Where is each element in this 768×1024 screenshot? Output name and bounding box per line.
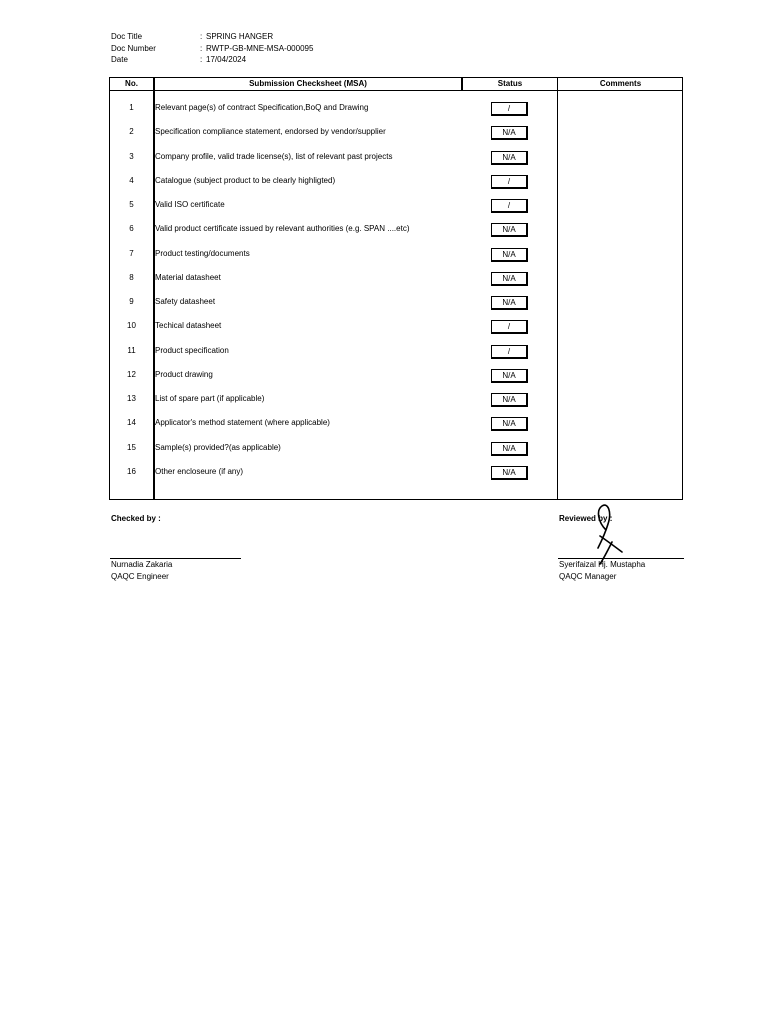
row-status-box: N/A [491, 126, 528, 140]
row-status-box: N/A [491, 248, 528, 262]
row-status-box: N/A [491, 442, 528, 456]
row-item-description: Product drawing [155, 369, 213, 379]
column-divider-comments [557, 78, 558, 499]
row-item-description: List of spare part (if applicable) [155, 394, 265, 403]
row-number: 7 [129, 248, 134, 258]
reviewed-by-label: Reviewed by : [559, 514, 613, 523]
row-status-box: N/A [491, 151, 528, 165]
row-number: 15 [127, 442, 136, 452]
row-number: 13 [127, 394, 136, 403]
table-row [110, 174, 557, 188]
doc-title-row [111, 31, 313, 43]
row-number: 1 [129, 103, 134, 112]
row-status-box: N/A [491, 466, 528, 480]
reviewed-by-title: QAQC Manager [559, 571, 617, 581]
doc-title-value: SPRING HANGER [206, 32, 274, 41]
table-row [110, 344, 557, 358]
row-status-box: N/A [491, 393, 528, 407]
row-item-description: Sample(s) provided?(as applicable) [155, 442, 281, 452]
row-number: 6 [129, 224, 134, 234]
row-status-box: N/A [491, 272, 528, 286]
row-item-description: Product testing/documents [155, 248, 250, 258]
row-item-description: Applicator's method statement (where applicable) [155, 418, 330, 428]
row-item-description: Specification compliance statement, endorsed by vendor/supplier [155, 127, 386, 137]
row-number: 3 [129, 151, 134, 161]
row-item-description: Valid product certificate issued by relevant authorities (e.g. SPAN ....etc) [155, 224, 410, 234]
doc-number-separator: : [200, 43, 203, 53]
row-status-box: / [491, 175, 528, 189]
row-number: 5 [129, 200, 134, 209]
table-row [110, 416, 557, 430]
table-row [110, 465, 557, 479]
header-divider [110, 90, 682, 91]
row-number: 8 [129, 272, 134, 282]
date-value: 17/04/2024 [206, 55, 247, 64]
row-number: 10 [127, 321, 136, 331]
row-status-box: / [491, 199, 528, 213]
checked-by-name: Nurnadia Zakaria [111, 560, 173, 569]
row-status-box: N/A [491, 223, 528, 237]
row-number: 2 [129, 127, 134, 137]
doc-title-label: Doc Title [111, 32, 143, 41]
checked-by-details [111, 559, 172, 582]
table-row [110, 150, 557, 164]
handwritten-signature [588, 500, 628, 566]
row-number: 11 [127, 345, 136, 355]
header-status: Status [497, 79, 523, 88]
doc-number-value: RWTP-GB-MNE-MSA-000095 [206, 43, 314, 53]
checked-by-title: QAQC Engineer [111, 571, 169, 581]
table-row [110, 368, 557, 382]
row-number: 12 [127, 369, 136, 379]
reviewed-by-details [559, 559, 645, 582]
row-item-description: Techical datasheet [155, 321, 222, 331]
row-item-description: Material datasheet [155, 272, 221, 282]
doc-number-row [111, 43, 313, 55]
row-number: 4 [129, 175, 134, 185]
table-row [110, 198, 557, 212]
date-separator: : [200, 55, 203, 64]
row-item-description: Product specification [155, 345, 229, 355]
row-status-box: / [491, 102, 528, 116]
table-row [110, 392, 557, 406]
header-comments: Comments [599, 79, 642, 88]
date-label: Date [111, 55, 128, 64]
row-status-box: N/A [491, 296, 528, 310]
checked-by-label: Checked by : [111, 514, 161, 523]
row-item-description: Catalogue (subject product to be clearly highligted) [155, 175, 336, 185]
row-item-description: Company profile, valid trade license(s), list of relevant past projects [155, 151, 393, 161]
table-row [110, 247, 557, 261]
doc-number-label: Doc Number [111, 43, 156, 53]
column-divider-no [153, 78, 155, 499]
row-number: 14 [127, 418, 136, 428]
table-row [110, 295, 557, 309]
table-row [110, 319, 557, 333]
table-row [110, 101, 557, 115]
table-row [110, 125, 557, 139]
row-item-description: Other encloseure (if any) [155, 466, 244, 476]
row-status-box: N/A [491, 417, 528, 431]
table-row [110, 271, 557, 285]
row-item-description: Relevant page(s) of contract Specification,BoQ and Drawing [155, 103, 369, 112]
row-status-box: / [491, 320, 528, 334]
submission-checksheet-table [109, 77, 683, 500]
row-status-box: / [491, 345, 528, 359]
header-no: No. [125, 79, 138, 88]
table-row [110, 222, 557, 236]
doc-title-separator: : [200, 32, 203, 41]
document-metadata [111, 31, 313, 66]
date-row [111, 54, 313, 66]
row-number: 16 [127, 466, 136, 476]
table-row [110, 441, 557, 455]
row-item-description: Safety datasheet [155, 297, 216, 306]
header-item: Submission Checksheet (MSA) [249, 79, 367, 88]
row-item-description: Valid ISO certificate [155, 200, 225, 209]
row-status-box: N/A [491, 369, 528, 383]
reviewed-by-name: Syerifaizal Hj. Mustapha [559, 560, 646, 569]
row-number: 9 [129, 297, 134, 306]
